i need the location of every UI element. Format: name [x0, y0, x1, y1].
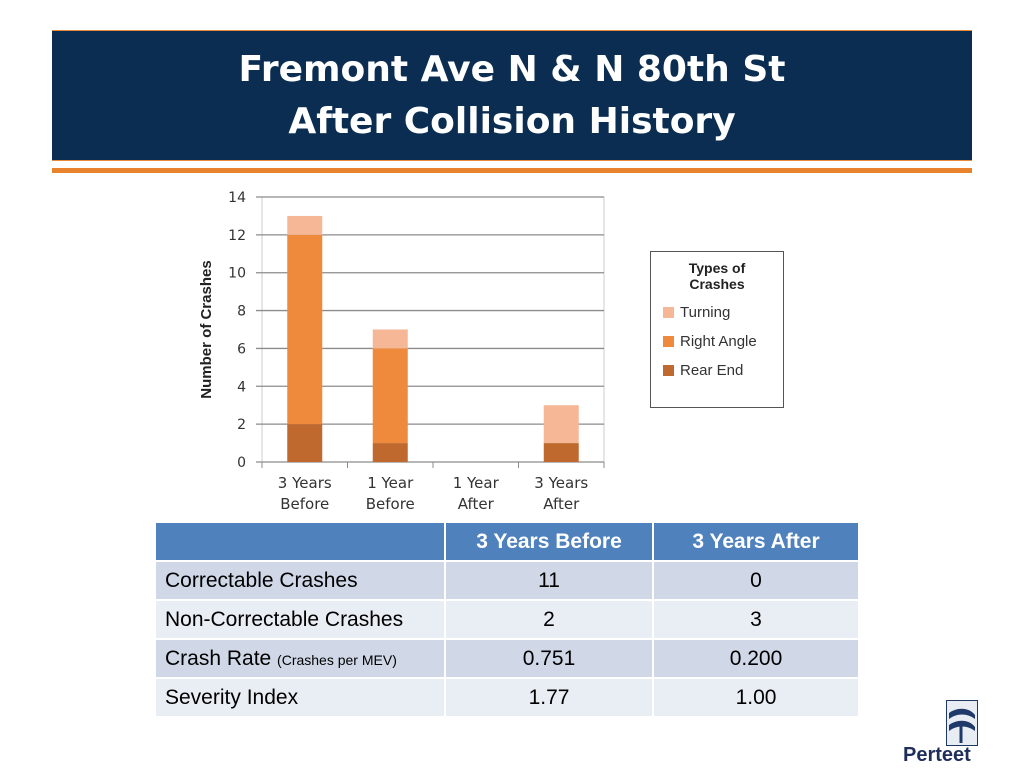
bar-segment-turning [373, 330, 408, 349]
table-header-row [155, 522, 859, 561]
table-header-before: 3 Years Before [445, 522, 653, 561]
y-tick-label: 2 [237, 417, 246, 434]
bar-segment-turning [287, 216, 322, 235]
title-banner [52, 30, 972, 161]
bar-segment-rear-end [373, 443, 408, 462]
x-tick-label: 3 Years [277, 474, 332, 492]
slide-title-line2: After Collision History [288, 100, 736, 142]
row-label: Correctable Crashes [155, 561, 445, 600]
x-tick-label: Before [280, 495, 330, 513]
bar-segment-right-angle [373, 348, 408, 443]
perteet-logo [898, 698, 988, 768]
table-row [155, 561, 859, 600]
legend-title: Types of Crashes [688, 260, 746, 292]
row-before: 0.751 [445, 639, 653, 678]
x-tick-label: After [543, 495, 580, 513]
bar-segment-rear-end [544, 443, 579, 462]
row-after: 0 [653, 561, 859, 600]
table-header-after: 3 Years After [653, 522, 859, 561]
row-after: 3 [653, 600, 859, 639]
crash-bar-chart [190, 185, 610, 520]
legend-item-rear-end: Rear End [663, 362, 783, 379]
y-tick-label: 8 [237, 303, 246, 320]
row-label: Severity Index [155, 678, 445, 717]
legend-swatch-right-angle [663, 336, 674, 347]
y-tick-label: 6 [237, 341, 246, 358]
bar-segment-right-angle [287, 235, 322, 424]
legend-item-right-angle: Right Angle [663, 333, 783, 350]
row-label: Non-Correctable Crashes [155, 600, 445, 639]
row-after: 1.00 [653, 678, 859, 717]
y-axis-label: Number of Crashes [198, 260, 215, 399]
chart-legend [650, 251, 784, 408]
y-tick-label: 12 [228, 227, 246, 244]
logo-text: Perteet [903, 744, 971, 766]
x-tick-label: Before [365, 495, 415, 513]
table-row [155, 678, 859, 717]
legend-swatch-rear-end [663, 365, 674, 376]
bar-segment-rear-end [287, 424, 322, 462]
legend-item-turning: Turning [663, 304, 783, 321]
x-tick-label: 1 Year [452, 474, 499, 492]
row-after: 0.200 [653, 639, 859, 678]
row-before: 11 [445, 561, 653, 600]
y-tick-label: 4 [237, 379, 246, 396]
y-tick-label: 14 [228, 190, 246, 206]
row-before: 1.77 [445, 678, 653, 717]
orange-divider [52, 168, 972, 173]
x-tick-label: 1 Year [367, 474, 414, 492]
legend-swatch-turning [663, 307, 674, 318]
logo-mark-icon [946, 700, 978, 746]
bar-segment-turning [544, 405, 579, 443]
table-header-blank [155, 522, 445, 561]
row-label-note: (Crashes per MEV) [277, 651, 397, 668]
x-tick-label: After [457, 495, 494, 513]
collision-summary-table [154, 521, 860, 718]
x-tick-label: 3 Years [534, 474, 589, 492]
row-before: 2 [445, 600, 653, 639]
table-row [155, 639, 859, 678]
y-tick-label: 0 [237, 455, 246, 471]
slide-title-line1: Fremont Ave N & N 80th St [238, 48, 786, 90]
y-tick-label: 10 [228, 265, 246, 282]
table-row [155, 600, 859, 639]
row-label: Crash Rate (Crashes per MEV) [155, 639, 445, 678]
